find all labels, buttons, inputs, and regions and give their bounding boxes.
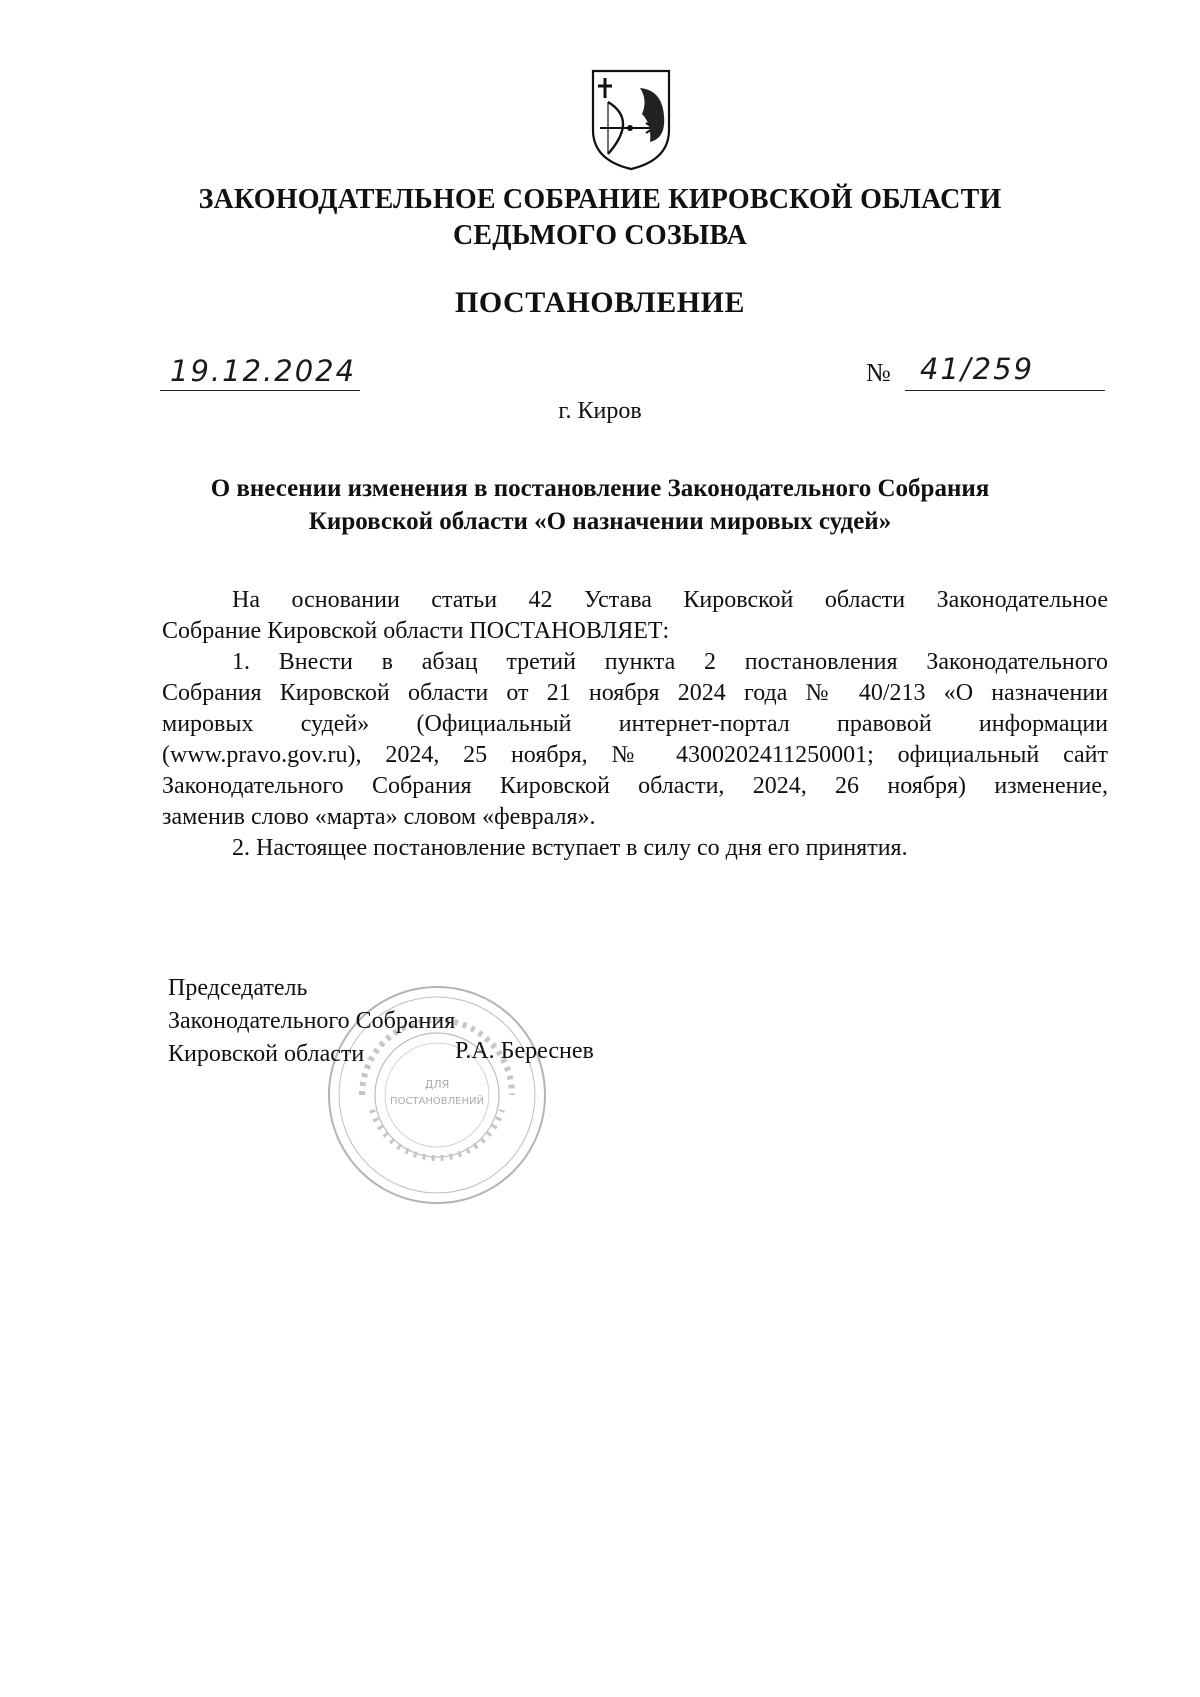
subject-line-1: О внесении изменения в постановление Законодательного Собрания: [210, 475, 990, 502]
signature-line-3: Кировской области: [168, 1041, 365, 1067]
number-underline: [905, 390, 1105, 391]
number-sign: №: [866, 358, 891, 387]
document-type: ПОСТАНОВЛЕНИЕ: [455, 286, 745, 319]
seal-inner-line-1: ДЛЯ: [424, 1078, 450, 1091]
paragraph-2-line-6: заменив слово «марта» словом «февраля».: [162, 804, 596, 830]
document-body: [162, 585, 1108, 864]
organization-name: [0, 182, 1200, 254]
paragraph-2-line-4: (www.pravo.gov.ru), 2024, 25 ноября, № 4300202411250001; официальный сайт: [162, 742, 1108, 768]
paragraph-1-line-1: На основании статьи 42 Устава Кировской области Законодательное: [232, 587, 1108, 613]
signatory-name: Р.А. Береснев: [455, 1038, 594, 1064]
coat-of-arms-icon: [590, 68, 672, 172]
organization-line-1: ЗАКОНОДАТЕЛЬНОЕ СОБРАНИЕ КИРОВСКОЙ ОБЛАСТИ: [198, 184, 1002, 215]
paragraph-2-line-1: 1. Внести в абзац третий пункта 2 постановления Законодательного: [232, 649, 1108, 675]
seal-inner-line-2: ПОСТАНОВЛЕНИЙ: [390, 1096, 484, 1107]
paragraph-1-line-2: Собрание Кировской области ПОСТАНОВЛЯЕТ:: [162, 618, 670, 644]
document-subject: [0, 472, 1200, 538]
signature-line-2: Законодательного Собрания: [168, 1008, 456, 1034]
handwritten-date: 19.12.2024: [170, 354, 357, 388]
paragraph-2-line-5: Законодательного Собрания Кировской области, 2024, 26 ноября) изменение,: [162, 773, 1108, 799]
paragraph-2-line-3: мировых судей» (Официальный интернет-портал правовой информации: [162, 711, 1108, 737]
handwritten-number: 41/259: [920, 352, 1035, 386]
city: г. Киров: [558, 398, 642, 424]
date-underline: [160, 390, 360, 391]
organization-line-2: СЕДЬМОГО СОЗЫВА: [452, 220, 748, 251]
paragraph-2-line-2: Собрания Кировской области от 21 ноября 2024 года № 40/213 «О назначении: [162, 680, 1108, 706]
signature-block: [168, 972, 455, 1071]
signature-line-1: Председатель: [168, 975, 308, 1001]
paragraph-3: 2. Настоящее постановление вступает в силу со дня его принятия.: [232, 835, 908, 861]
subject-line-2: Кировской области «О назначении мировых судей»: [308, 508, 892, 535]
